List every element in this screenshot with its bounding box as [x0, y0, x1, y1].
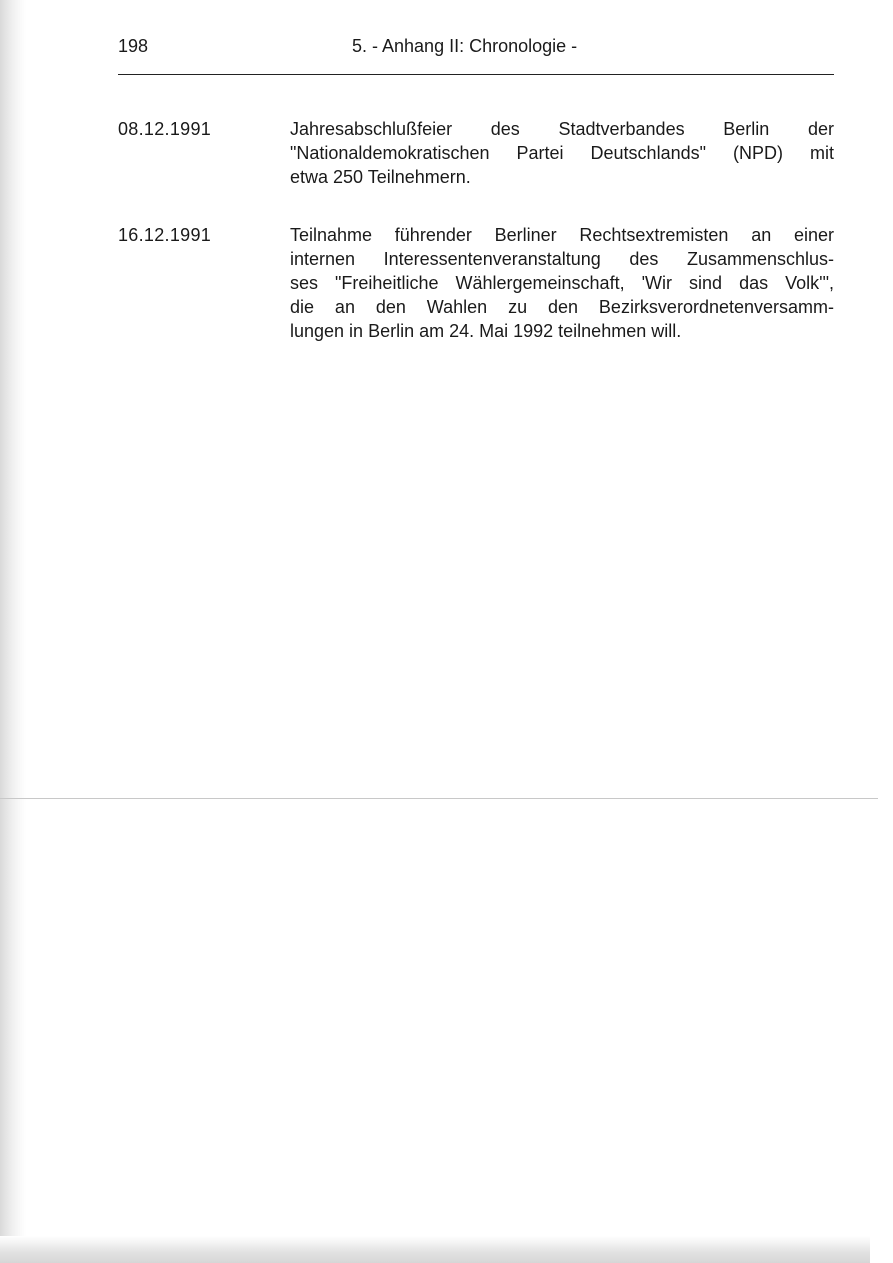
entry-text	[290, 223, 834, 343]
entry-date: 16.12.1991	[118, 225, 212, 245]
entry-text-line: Teilnahme führender Berliner Rechtsextremisten an einer	[290, 225, 834, 245]
entry-text-line: "Nationaldemokratischen Partei Deutschlands" (NPD) mit	[290, 143, 834, 163]
scan-fold-line	[0, 798, 878, 799]
entry-text-line: lungen in Berlin am 24. Mai 1992 teilnehmen will.	[290, 321, 682, 341]
entry-text-line: Jahresabschlußfeier des Stadtverbandes Berlin der	[290, 119, 834, 139]
running-title: 5. - Anhang II: Chronologie -	[352, 36, 578, 56]
page-number: 198	[118, 36, 149, 56]
page-header	[118, 34, 834, 74]
entry-text-line: internen Interessentenveranstaltung des Zusammenschlus-	[290, 249, 834, 269]
scan-shadow-bottom	[0, 1236, 870, 1263]
entry-text-line: die an den Wahlen zu den Bezirksverordnetenversamm-	[290, 297, 834, 317]
entry-date: 08.12.1991	[118, 119, 212, 139]
entry-text	[290, 117, 834, 189]
header-rule	[118, 74, 834, 75]
entry-text-line: etwa 250 Teilnehmern.	[290, 167, 471, 187]
scan-shadow-left	[0, 0, 26, 1263]
entry-text-line: ses "Freiheitliche Wählergemeinschaft, 'Wir sind das Volk'",	[290, 273, 834, 293]
